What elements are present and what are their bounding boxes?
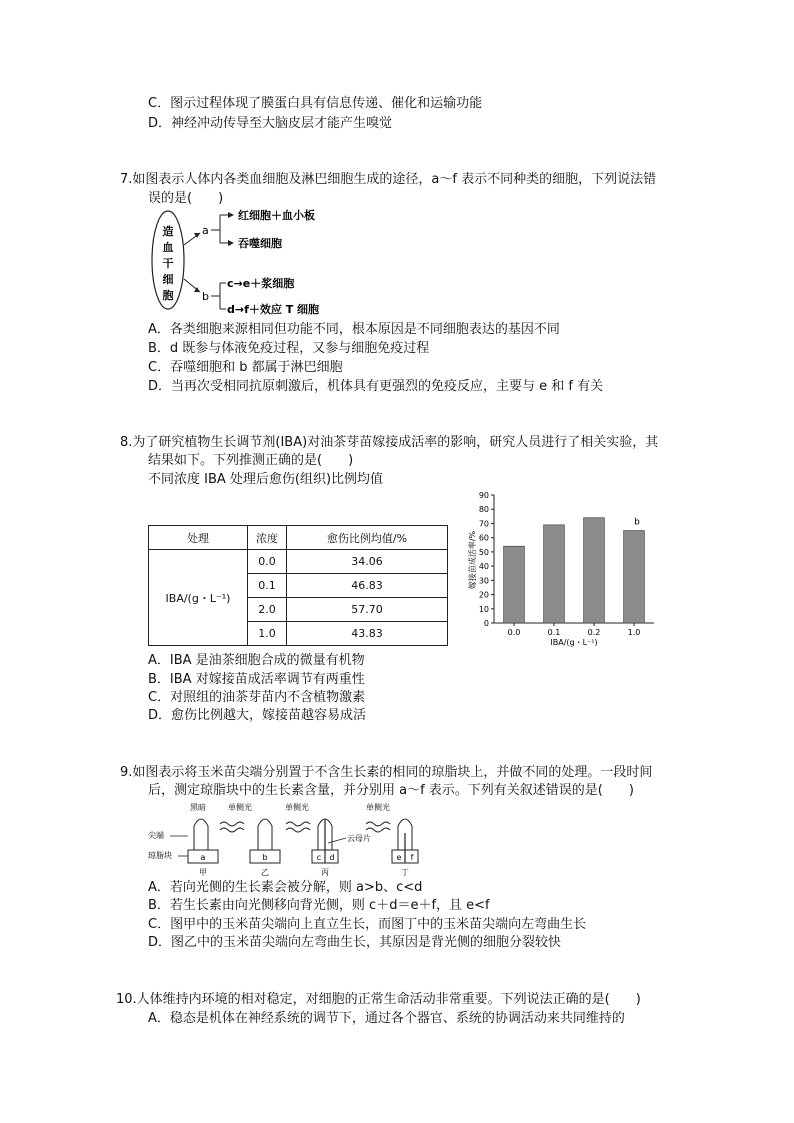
chart-y-tick-label: 0	[483, 619, 489, 628]
a-output-rbc-platelet: 红细胞＋血小板	[238, 209, 315, 222]
chart-x-tick-label: 1.0	[627, 628, 641, 637]
q7-option-d: D．当再次受相同抗原刺激后，机体具有更强烈的免疫反应，主要与 e 和 f 有关	[148, 379, 604, 394]
chart-bar	[504, 546, 525, 623]
cell-b-label: b	[202, 290, 209, 303]
chart-bar	[544, 525, 565, 623]
chart-y-tick-label: 40	[478, 562, 489, 572]
chart-bar	[624, 531, 645, 623]
label-light-2: 单侧光	[285, 803, 309, 812]
q8-bar-chart	[462, 485, 672, 655]
label-mica: 云母片	[347, 834, 371, 843]
table-cell-concentration: 1.0	[248, 622, 287, 646]
stem-cell-char: 胞	[162, 289, 174, 302]
b-output-effector-t-cell: d→f＋效应 T 细胞	[227, 303, 320, 316]
chart-ylabel: 嫁接苗成活率/%	[468, 530, 477, 590]
q7-hematopoiesis-diagram	[150, 205, 370, 320]
q9-option-b: B．若生长素由向光侧移向背光侧，则 c＋d＝e＋f，且 e<f	[148, 898, 490, 913]
table-cell-value: 43.83	[287, 622, 448, 646]
block-label-b: b	[262, 853, 268, 862]
q7-stem-line1: 7.如图表示人体内各类血细胞及淋巴细胞生成的途径，a～f 表示不同种类的细胞，下列说法错	[120, 172, 657, 187]
q6-option-d: D．神经冲动传导至大脑皮层才能产生嗅觉	[148, 116, 393, 131]
chart-y-tick-label: 20	[478, 590, 489, 600]
stem-cell-char: 血	[162, 241, 174, 254]
figure-name-ding: 丁	[401, 868, 409, 877]
q8-data-table	[148, 525, 448, 646]
label-light-3: 单侧光	[366, 803, 390, 812]
q8-table-title: 不同浓度 IBA 处理后愈伤(组织)比例均值	[148, 472, 384, 487]
chart-y-tick-label: 70	[478, 519, 489, 529]
chart-x-tick-label: 0.0	[507, 628, 521, 637]
block-label-a: a	[200, 853, 206, 862]
figure-name-bing: 丙	[321, 868, 329, 877]
q8-option-c: C．对照组的油茶芽苗内不含植物激素	[148, 690, 366, 705]
stem-cell-char: 细	[162, 273, 174, 286]
q6-option-c: C．图示过程体现了膜蛋白具有信息传递、催化和运输功能	[148, 96, 483, 111]
label-tip: 尖端	[148, 831, 164, 840]
table-header-treatment: 处理	[149, 526, 248, 550]
chart-y-tick-label: 10	[478, 604, 489, 614]
figure-name-jia: 甲	[199, 868, 207, 877]
q9-coleoptile-diagram	[148, 800, 448, 880]
block-label-c: c	[316, 853, 322, 862]
light-wave-icon	[220, 822, 390, 832]
table-row	[149, 550, 448, 574]
q9-stem-line1: 9.如图表示将玉米苗尖端分别置于不含生长素的相同的琼脂块上，并做不同的处理。一段时间	[120, 765, 653, 780]
table-cell-concentration: 0.1	[248, 574, 287, 598]
table-header-concentration: 浓度	[248, 526, 287, 550]
q8-option-a: A．IBA 是油茶细胞合成的微量有机物	[148, 653, 365, 668]
chart-y-tick-label: 50	[478, 547, 489, 557]
chart-x-tick-label: 0.1	[547, 628, 561, 637]
q8-option-d: D．愈伤比例越大，嫁接苗越容易成活	[148, 708, 367, 723]
cell-a-label: a	[202, 224, 209, 237]
a-output-phagocyte: 吞噬细胞	[238, 237, 282, 250]
chart-y-tick-label: 90	[478, 491, 489, 500]
coleoptile-tip-yi	[258, 819, 272, 850]
table-cell-value: 46.83	[287, 574, 448, 598]
table-cell-concentration: 2.0	[248, 598, 287, 622]
block-label-d: d	[329, 853, 335, 862]
chart-bar	[584, 518, 605, 623]
label-agar-block: 琼脂块	[148, 851, 172, 860]
table-row-label: IBA/(g・L⁻¹)	[149, 550, 248, 646]
table-cell-concentration: 0.0	[248, 550, 287, 574]
chart-x-tick-label: 0.2	[587, 628, 601, 637]
table-header-value: 愈伤比例均值/%	[287, 526, 448, 550]
q7-stem-line2: 误的是( )	[148, 191, 224, 206]
stem-cell-char: 干	[162, 257, 174, 270]
chart-annotation-b: b	[634, 517, 640, 528]
q9-option-d: D．图乙中的玉米苗尖端向左弯曲生长，其原因是背光侧的细胞分裂较快	[148, 935, 562, 950]
q10-option-a: A．稳态是机体在神经系统的调节下，通过各个器官、系统的协调活动来共同维持的	[148, 1011, 625, 1026]
block-label-f: f	[410, 853, 414, 862]
chart-y-tick-label: 80	[478, 505, 489, 515]
label-dark: 黑暗	[190, 803, 206, 812]
b-output-plasma-cell: c→e＋浆细胞	[227, 277, 295, 290]
stem-cell-char: 造	[162, 225, 174, 238]
q10-stem: 10.人体维持内环境的相对稳定，对细胞的正常生命活动非常重要。下列说法正确的是( )	[116, 992, 641, 1007]
block-label-e: e	[396, 853, 402, 862]
q9-stem-line2: 后，测定琼脂块中的生长素含量，并分别用 a～f 表示。下列有关叙述错误的是( )	[148, 783, 634, 798]
figure-name-yi: 乙	[261, 868, 269, 877]
chart-y-tick-label: 30	[478, 576, 489, 586]
chart-y-tick-label: 60	[478, 533, 489, 543]
q9-option-a: A．若向光侧的生长素会被分解，则 a>b、c<d	[148, 880, 423, 895]
q8-option-b: B．IBA 对嫁接苗成活率调节有两重性	[148, 672, 365, 687]
table-cell-value: 34.06	[287, 550, 448, 574]
label-light-1: 单侧光	[228, 803, 252, 812]
q7-option-b: B．d 既参与体液免疫过程，又参与细胞免疫过程	[148, 341, 430, 356]
q7-option-a: A．各类细胞来源相同但功能不同，根本原因是不同细胞表达的基因不同	[148, 322, 560, 337]
q8-stem-line1: 8.为了研究植物生长调节剂(IBA)对油茶芽苗嫁接成活率的影响，研究人员进行了相关实验，其	[120, 435, 659, 450]
q8-stem-line2: 结果如下。下列推测正确的是( )	[148, 453, 354, 468]
q7-option-c: C．吞噬细胞和 b 都属于淋巴细胞	[148, 360, 343, 375]
chart-xlabel: IBA/(g・L⁻¹)	[550, 638, 598, 647]
q9-option-c: C．图甲中的玉米苗尖端向上直立生长，而图丁中的玉米苗尖端向左弯曲生长	[148, 917, 587, 932]
coleoptile-tip-jia	[194, 819, 208, 850]
table-cell-value: 57.70	[287, 598, 448, 622]
